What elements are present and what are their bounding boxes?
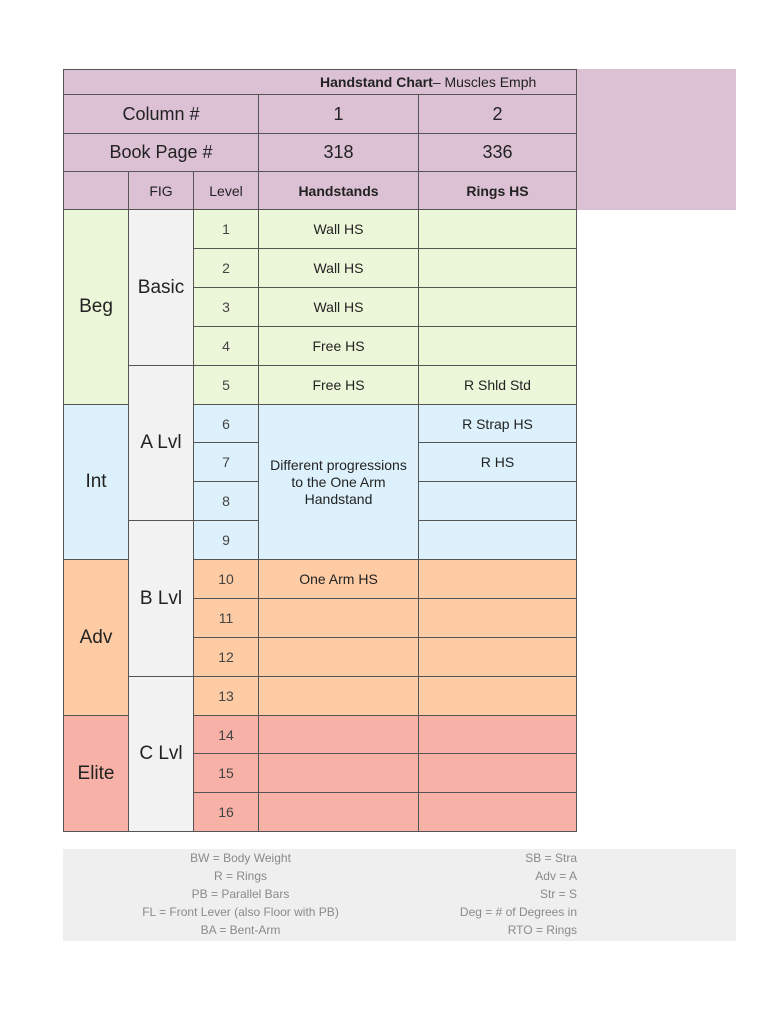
legend-right-item: SB = Stra bbox=[525, 851, 577, 865]
book-page-label: Book Page # bbox=[64, 134, 259, 172]
handstands-cell: Free HS bbox=[259, 366, 419, 405]
rings-hs-cell: R Shld Std bbox=[419, 366, 577, 405]
handstands-merged-cell bbox=[259, 405, 419, 560]
level-cell: 16 bbox=[194, 793, 259, 832]
handstands-cell bbox=[259, 754, 419, 793]
handstands-cell bbox=[259, 793, 419, 832]
level-cell: 9 bbox=[194, 521, 259, 560]
rings-hs-cell: R HS bbox=[419, 443, 577, 482]
legend-right-item: Adv = A bbox=[535, 869, 577, 883]
rings-hs-cell: R Strap HS bbox=[419, 405, 577, 443]
legend-left-item: BW = Body Weight bbox=[190, 851, 291, 865]
handstands-cell: Wall HS bbox=[259, 288, 419, 327]
legend-right-item: Deg = # of Degrees in bbox=[459, 905, 577, 919]
header-band-extension bbox=[577, 69, 736, 210]
handstands-cell: Free HS bbox=[259, 327, 419, 366]
level-cell: 8 bbox=[194, 482, 259, 521]
legend-left-item: PB = Parallel Bars bbox=[191, 887, 290, 901]
handstands-merged-text: Different progressions to the One Arm Handstand bbox=[270, 456, 407, 507]
column-number-2: 2 bbox=[419, 95, 577, 134]
fig-a-lvl: A Lvl bbox=[129, 366, 194, 521]
rings-hs-cell bbox=[419, 482, 577, 521]
column-number-label: Column # bbox=[64, 95, 259, 134]
group-int: Int bbox=[64, 405, 129, 560]
level-cell: 11 bbox=[194, 599, 259, 638]
rings-hs-cell bbox=[419, 754, 577, 793]
level-cell: 4 bbox=[194, 327, 259, 366]
handstands-header: Handstands bbox=[259, 172, 419, 210]
chart-title bbox=[64, 70, 577, 95]
legend-left-item: BA = Bent-Arm bbox=[200, 923, 281, 937]
rings-hs-cell bbox=[419, 716, 577, 754]
handstands-cell bbox=[259, 677, 419, 716]
level-cell: 13 bbox=[194, 677, 259, 716]
fig-header: FIG bbox=[129, 172, 194, 210]
group-header-blank bbox=[64, 172, 129, 210]
group-adv: Adv bbox=[64, 560, 129, 716]
rings-hs-cell bbox=[419, 638, 577, 677]
group-beg: Beg bbox=[64, 210, 129, 405]
rings-hs-cell bbox=[419, 327, 577, 366]
handstands-cell bbox=[259, 638, 419, 677]
legend-right-item: Str = S bbox=[539, 887, 577, 901]
legend-left-item: FL = Front Lever (also Floor with PB) bbox=[142, 905, 339, 919]
rings-hs-cell bbox=[419, 210, 577, 249]
level-header: Level bbox=[194, 172, 259, 210]
group-elite: Elite bbox=[64, 716, 129, 832]
level-cell: 3 bbox=[194, 288, 259, 327]
legend-right-item: RTO = Rings bbox=[507, 923, 577, 937]
rings-hs-cell bbox=[419, 599, 577, 638]
level-cell: 10 bbox=[194, 560, 259, 599]
level-cell: 5 bbox=[194, 366, 259, 405]
rings-hs-cell bbox=[419, 521, 577, 560]
book-page-1: 318 bbox=[259, 134, 419, 172]
handstands-cell: Wall HS bbox=[259, 249, 419, 288]
level-cell: 15 bbox=[194, 754, 259, 793]
level-cell: 6 bbox=[194, 405, 259, 443]
legend-left-item: R = Rings bbox=[213, 869, 268, 883]
fig-basic: Basic bbox=[129, 210, 194, 366]
rings-hs-cell bbox=[419, 793, 577, 832]
rings-hs-header: Rings HS bbox=[419, 172, 577, 210]
level-cell: 2 bbox=[194, 249, 259, 288]
book-page-2: 336 bbox=[419, 134, 577, 172]
handstands-cell bbox=[259, 599, 419, 638]
handstands-cell bbox=[259, 716, 419, 754]
column-number-1: 1 bbox=[259, 95, 419, 134]
level-cell: 14 bbox=[194, 716, 259, 754]
rings-hs-cell bbox=[419, 288, 577, 327]
rings-hs-cell bbox=[419, 560, 577, 599]
level-cell: 7 bbox=[194, 443, 259, 482]
rings-hs-cell bbox=[419, 677, 577, 716]
level-cell: 1 bbox=[194, 210, 259, 249]
fig-c-lvl: C Lvl bbox=[129, 677, 194, 832]
chart-title-bold: Handstand Chart bbox=[320, 74, 433, 90]
abbreviation-legend bbox=[63, 849, 736, 941]
chart-title-rest: – Muscles Emph bbox=[432, 74, 537, 90]
level-cell: 12 bbox=[194, 638, 259, 677]
fig-b-lvl: B Lvl bbox=[129, 521, 194, 677]
rings-hs-cell bbox=[419, 249, 577, 288]
handstands-cell: One Arm HS bbox=[259, 560, 419, 599]
handstands-cell: Wall HS bbox=[259, 210, 419, 249]
